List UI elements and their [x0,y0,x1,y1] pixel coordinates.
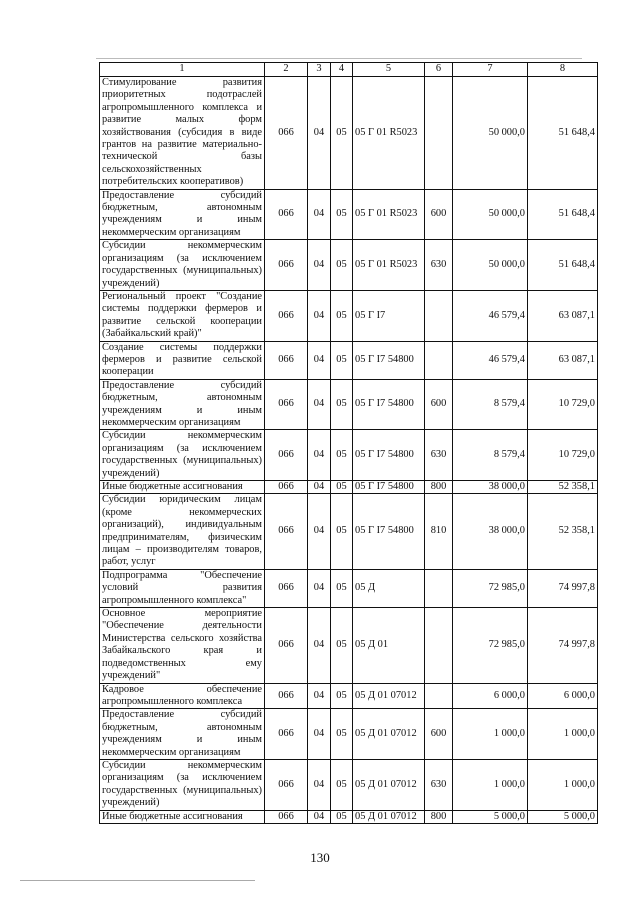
target-article-cell: 05 Д 01 07012 [353,759,425,810]
amount-year2-cell: 51 648,4 [528,240,598,291]
amount-year1-cell: 50 000,0 [453,240,528,291]
section-cell: 04 [308,240,331,291]
column-header: 8 [528,63,598,77]
row-name-cell: Субсидии юридическим лицам (кроме некоммерческих организаций), индивидуальным предпринимателям, физическим лицам – производителям товаров, работ, услуг [100,494,265,569]
gp-code-cell: 066 [265,709,308,760]
table-row [100,683,598,709]
target-article-cell: 05 Д 01 07012 [353,709,425,760]
amount-year1-cell: 1 000,0 [453,759,528,810]
expense-type-cell: 800 [425,810,453,823]
expense-type-cell: 630 [425,240,453,291]
table-row [100,189,598,240]
row-name-cell: Предоставление субсидий бюджетным, автономным учреждениям и иным некоммерческим организациям [100,189,265,240]
expense-type-cell [425,341,453,379]
subsection-cell: 05 [331,683,353,709]
expense-type-cell: 630 [425,430,453,481]
gp-code-cell: 066 [265,683,308,709]
scan-edge-line [20,880,255,881]
amount-year2-cell: 52 358,1 [528,494,598,569]
subsection-cell: 05 [331,709,353,760]
target-article-cell: 05 Г 01 R5023 [353,240,425,291]
table-row [100,290,598,341]
amount-year1-cell: 8 579,4 [453,430,528,481]
subsection-cell: 05 [331,240,353,291]
gp-code-cell: 066 [265,189,308,240]
target-article-cell: 05 Д 01 [353,608,425,683]
row-name-cell: Основное мероприятие "Обеспечение деятельности Министерства сельского хозяйства Забайкальского края и подведомственных ему учреждений" [100,608,265,683]
target-article-cell: 05 Д [353,569,425,607]
gp-code-cell: 066 [265,379,308,430]
target-article-cell: 05 Г I7 54800 [353,494,425,569]
amount-year2-cell: 51 648,4 [528,77,598,190]
gp-code-cell: 066 [265,77,308,190]
subsection-cell: 05 [331,481,353,494]
amount-year1-cell: 8 579,4 [453,379,528,430]
target-article-cell: 05 Д 01 07012 [353,810,425,823]
amount-year1-cell: 46 579,4 [453,290,528,341]
row-name-cell: Подпрограмма "Обеспечение условий развития агропромышленного комплекса" [100,569,265,607]
amount-year2-cell: 6 000,0 [528,683,598,709]
amount-year2-cell: 1 000,0 [528,709,598,760]
section-cell: 04 [308,494,331,569]
expense-type-cell [425,77,453,190]
row-name-cell: Кадровое обеспечение агропромышленного комплекса [100,683,265,709]
page-number: 130 [310,850,330,865]
amount-year1-cell: 1 000,0 [453,709,528,760]
row-name-cell: Предоставление субсидий бюджетным, автономным учреждениям и иным некоммерческим организациям [100,709,265,760]
table-row [100,709,598,760]
amount-year2-cell: 10 729,0 [528,379,598,430]
row-name-cell: Региональный проект "Создание системы поддержки фермеров и развитие сельской кооперации (Забайкальский край)" [100,290,265,341]
gp-code-cell: 066 [265,240,308,291]
row-name-cell: Субсидии некоммерческим организациям (за исключением государственных (муниципальных) учреждений) [100,759,265,810]
amount-year2-cell: 74 997,8 [528,569,598,607]
row-name-cell: Иные бюджетные ассигнования [100,481,265,494]
row-name-cell: Предоставление субсидий бюджетным, автономным учреждениям и иным некоммерческим организациям [100,379,265,430]
table-row [100,379,598,430]
subsection-cell: 05 [331,189,353,240]
section-cell: 04 [308,77,331,190]
section-cell: 04 [308,709,331,760]
scan-edge-line [96,58,582,59]
subsection-cell: 05 [331,608,353,683]
table-row [100,494,598,569]
table-row [100,240,598,291]
subsection-cell: 05 [331,430,353,481]
amount-year1-cell: 38 000,0 [453,494,528,569]
amount-year1-cell: 72 985,0 [453,569,528,607]
subsection-cell: 05 [331,810,353,823]
section-cell: 04 [308,430,331,481]
column-header: 1 [100,63,265,77]
target-article-cell: 05 Г 01 R5023 [353,77,425,190]
target-article-cell: 05 Г I7 [353,290,425,341]
column-header: 6 [425,63,453,77]
table-header-row [100,63,598,77]
expense-type-cell: 810 [425,494,453,569]
expense-type-cell [425,608,453,683]
section-cell: 04 [308,608,331,683]
target-article-cell: 05 Г I7 54800 [353,481,425,494]
gp-code-cell: 066 [265,608,308,683]
subsection-cell: 05 [331,290,353,341]
section-cell: 04 [308,379,331,430]
amount-year2-cell: 51 648,4 [528,189,598,240]
column-header: 4 [331,63,353,77]
expense-type-cell: 600 [425,379,453,430]
amount-year2-cell: 63 087,1 [528,341,598,379]
target-article-cell: 05 Г 01 R5023 [353,189,425,240]
table-row [100,569,598,607]
column-header: 2 [265,63,308,77]
expense-type-cell [425,290,453,341]
table-row [100,810,598,823]
row-name-cell: Стимулирование развития приоритетных подотраслей агропромышленного комплекса и развитие малых форм хозяйствования (субсидия в виде грантов на развитие материально-технической базы сельскохозяйственных потребительских кооперативов) [100,77,265,190]
gp-code-cell: 066 [265,341,308,379]
budget-table [99,62,598,824]
amount-year1-cell: 38 000,0 [453,481,528,494]
amount-year1-cell: 72 985,0 [453,608,528,683]
row-name-cell: Субсидии некоммерческим организациям (за исключением государственных (муниципальных) учреждений) [100,430,265,481]
target-article-cell: 05 Г I7 54800 [353,341,425,379]
expense-type-cell: 600 [425,709,453,760]
amount-year1-cell: 46 579,4 [453,341,528,379]
amount-year1-cell: 50 000,0 [453,77,528,190]
row-name-cell: Субсидии некоммерческим организациям (за исключением государственных (муниципальных) учреждений) [100,240,265,291]
table-row [100,759,598,810]
amount-year1-cell: 50 000,0 [453,189,528,240]
table-row [100,608,598,683]
table-row [100,481,598,494]
column-header: 7 [453,63,528,77]
amount-year2-cell: 5 000,0 [528,810,598,823]
expense-type-cell: 600 [425,189,453,240]
table-row [100,341,598,379]
target-article-cell: 05 Д 01 07012 [353,683,425,709]
column-header: 3 [308,63,331,77]
section-cell: 04 [308,569,331,607]
expense-type-cell: 800 [425,481,453,494]
target-article-cell: 05 Г I7 54800 [353,430,425,481]
section-cell: 04 [308,290,331,341]
subsection-cell: 05 [331,759,353,810]
amount-year2-cell: 1 000,0 [528,759,598,810]
gp-code-cell: 066 [265,290,308,341]
amount-year2-cell: 74 997,8 [528,608,598,683]
gp-code-cell: 066 [265,481,308,494]
gp-code-cell: 066 [265,494,308,569]
section-cell: 04 [308,683,331,709]
table-row [100,430,598,481]
expense-type-cell [425,569,453,607]
gp-code-cell: 066 [265,569,308,607]
section-cell: 04 [308,759,331,810]
subsection-cell: 05 [331,569,353,607]
section-cell: 04 [308,481,331,494]
subsection-cell: 05 [331,341,353,379]
gp-code-cell: 066 [265,810,308,823]
expense-type-cell: 630 [425,759,453,810]
target-article-cell: 05 Г I7 54800 [353,379,425,430]
row-name-cell: Иные бюджетные ассигнования [100,810,265,823]
column-header: 5 [353,63,425,77]
table-row [100,77,598,190]
subsection-cell: 05 [331,494,353,569]
amount-year2-cell: 52 358,1 [528,481,598,494]
expense-type-cell [425,683,453,709]
subsection-cell: 05 [331,77,353,190]
amount-year1-cell: 6 000,0 [453,683,528,709]
subsection-cell: 05 [331,379,353,430]
section-cell: 04 [308,189,331,240]
amount-year2-cell: 10 729,0 [528,430,598,481]
gp-code-cell: 066 [265,759,308,810]
amount-year2-cell: 63 087,1 [528,290,598,341]
amount-year1-cell: 5 000,0 [453,810,528,823]
row-name-cell: Создание системы поддержки фермеров и развитие сельской кооперации [100,341,265,379]
section-cell: 04 [308,341,331,379]
section-cell: 04 [308,810,331,823]
gp-code-cell: 066 [265,430,308,481]
